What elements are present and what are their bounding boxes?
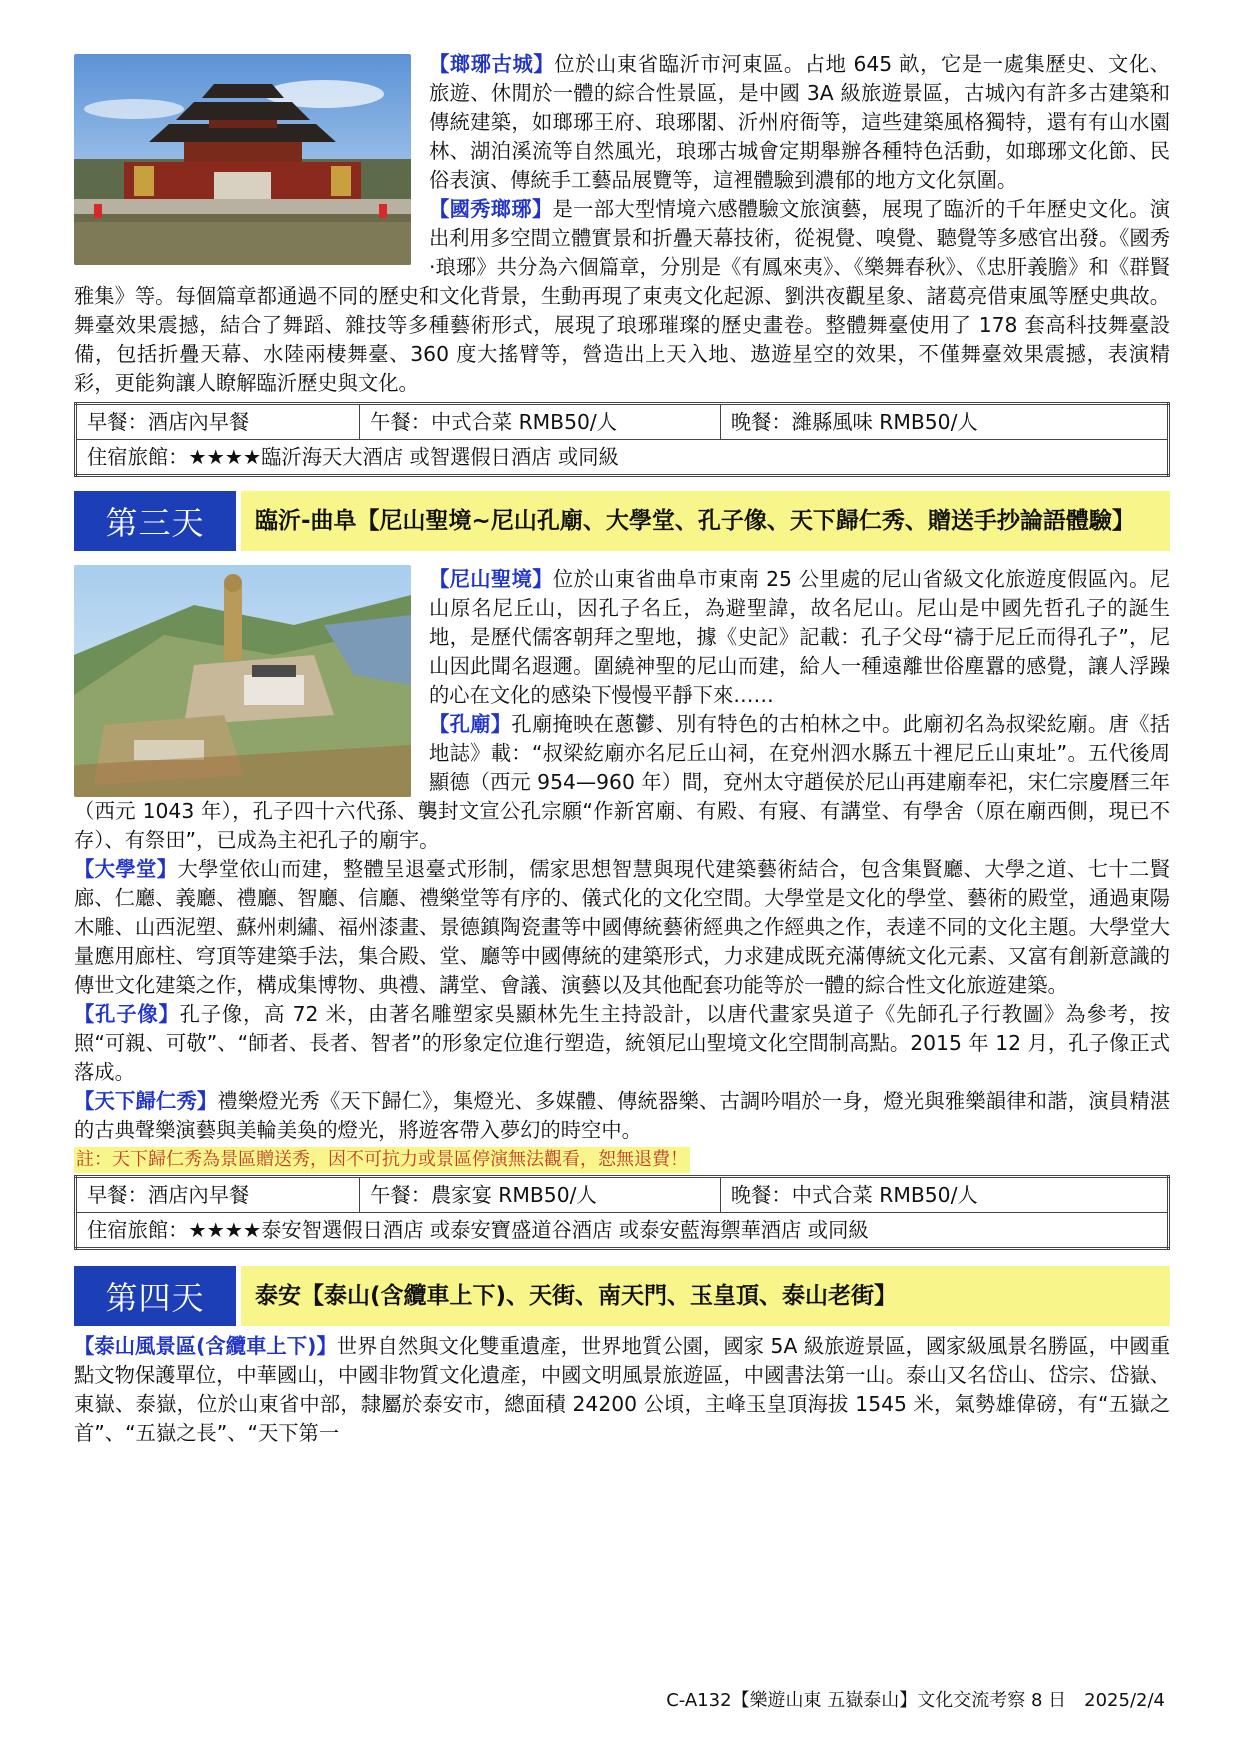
day3-hotel: 住宿旅館：★★★★泰安智選假日酒店 或泰安寶盛道谷酒店 或泰安藍海禦華酒店 或同級 [76, 1213, 1169, 1249]
refund-note: 註：天下歸仁秀為景區贈送秀，因不可抗力或景區停演無法觀看，恕無退費！ [74, 1147, 690, 1173]
daxuetang-text: 大學堂依山而建，整體呈退臺式形制，儒家思想智慧與現代建築藝術結合，包含集賢廳、大學之道、七十二賢廊、仁廳、義廳、禮廳、智廳、信廳、禮樂堂等有序的、儀式化的文化空間。大學堂是文化的學堂、藝術的殿堂，通過東陽木雕、山西泥塑、蘇州刺繡、福州漆畫、景德鎮陶瓷畫等中國傳統藝術經典之作經典之作，表達不同的文化主題。大學堂大量應用廊柱、穹頂等建築手法，集合殿、堂、廳等中國傳統的建築形式，力求建成既充滿傳統文化元素、又富有創新意識的傳世文化建築之作，構成集博物、典禮、講堂、會議、演藝以及其他配套功能等於一體的綜合性文化旅遊建築。 [74, 857, 1170, 997]
day2-breakfast: 早餐：酒店內早餐 [76, 404, 360, 440]
tianxia-paragraph [74, 1087, 1170, 1145]
daxuetang-paragraph [74, 855, 1170, 1000]
guoxiu-langya-text: 是一部大型情境六感體驗文旅演藝，展現了臨沂的千年歷史文化。演出利用多空間立體實景和折疊天幕技術，從視覺、嗅覺、聽覺等多感官出發。《國秀·琅琊》共分為六個篇章，分別是《有鳳來夷》、《樂舞春秋》、《忠肝義膽》和《群賢雅集》等。每個篇章都通過不同的歷史和文化背景，生動再現了東夷文化起源、劉洪夜觀星象、諸葛亮借東風等歷史典故。舞臺效果震撼，結合了舞蹈、雜技等多種藝術形式，展現了琅琊璀璨的歷史畫卷。整體舞臺使用了 178 套高科技舞臺設備，包括折疊天幕、水陸兩棲舞臺、360 度大搖臂等，營造出上天入地、遨遊星空的效果，不僅舞臺效果震撼，表演精彩，更能夠讓人瞭解臨沂歷史與文化。 [74, 197, 1170, 395]
day4-header [74, 1266, 1170, 1326]
kongmiao-heading: 【孔廟】 [429, 712, 512, 736]
itinerary-page [74, 50, 1170, 1448]
day3-dinner: 晚餐：中式合菜 RMB50/人 [720, 1177, 1168, 1213]
taishan-paragraph [74, 1332, 1170, 1448]
day3-label: 第三天 [74, 491, 241, 551]
day3-lunch: 午餐：農家宴 RMB50/人 [360, 1177, 721, 1213]
guoxiu-langya-heading: 【國秀瑯琊】 [429, 197, 553, 221]
day2-lunch: 午餐：中式合菜 RMB50/人 [360, 404, 721, 440]
tianxia-text: 禮樂燈光秀《天下歸仁》，集燈光、多媒體、傳統器樂、古調吟唱於一身，燈光與雅樂韻律和諧，演員精湛的古典聲樂演藝與美輪美奐的燈光，將遊客帶入夢幻的時空中。 [74, 1089, 1170, 1142]
day2-meals-table [74, 402, 1170, 477]
day3-breakfast: 早餐：酒店內早餐 [76, 1177, 360, 1213]
kongzixiang-heading: 【孔子像】 [74, 1002, 180, 1026]
langya-ancient-city-heading: 【瑯琊古城】 [429, 52, 555, 76]
daxuetang-heading: 【大學堂】 [74, 857, 178, 881]
day3-meals-table [74, 1175, 1170, 1250]
day4-title: 泰安【泰山(含纜車上下)、天街、南天門、玉皇頂、泰山老街】 [255, 1283, 898, 1309]
langya-ancient-city-text: 位於山東省臨沂市河東區。占地 645 畝，它是一處集歷史、文化、旅遊、休閒於一體的綜合性景區，是中國 3A 級旅遊景區，古城內有許多古建築和傳統建築，如瑯琊王府、琅琊閣、沂州府衙等，這些建築風格獨特，還有有山水園林、湖泊溪流等自然風光，琅琊古城會定期舉辦各種特色活動，如瑯琊文化節、民俗表演、傳統手工藝品展覽等，這裡體驗到濃郁的地方文化氛圍。 [429, 52, 1170, 192]
day2-hotel: 住宿旅館：★★★★臨沂海天大酒店 或智選假日酒店 或同級 [76, 440, 1169, 476]
nishan-aerial-image [74, 565, 411, 797]
page-footer: C-A132【樂遊山東 五嶽泰山】文化交流考察 8 日 2025/2/4 [666, 1690, 1165, 1711]
nishan-photo [74, 565, 411, 797]
nishan-heading: 【尼山聖境】 [429, 567, 553, 591]
kongzixiang-paragraph [74, 1000, 1170, 1087]
nishan-text: 位於山東省曲阜市東南 25 公里處的尼山省級文化旅遊度假區內。尼山原名尼丘山，因孔子名丘，為避聖諱，故名尼山。尼山是中國先哲孔子的誕生地，是歷代儒客朝拜之聖地，據《史記》記載：孔子父母“禱于尼丘而得孔子”，尼山因此聞名遐邇。圍繞神聖的尼山而建，給人一種遠離世俗塵囂的感覺，讓人浮躁的心在文化的感染下慢慢平靜下來…… [429, 567, 1170, 707]
day3-title: 臨沂-曲阜【尼山聖境~尼山孔廟、大學堂、孔子像、天下歸仁秀、贈送手抄論語體驗】 [255, 508, 1135, 534]
taishan-text: 世界自然與文化雙重遺產，世界地質公園，國家 5A 級旅遊景區，國家級風景名勝區，中國重點文物保護單位，中華國山，中國非物質文化遺產，中國文明風景旅遊區，中國書法第一山。泰山又名岱山、岱宗、岱嶽、東嶽、泰嶽，位於山東省中部，隸屬於泰安市，總面積 24200 公頃，主峰玉皇頂海拔 1545 米，氣勢雄偉磅，有“五嶽之首”、“五嶽之長”、“天下第一 [74, 1334, 1170, 1445]
langya-ancient-city-image [74, 54, 411, 265]
langya-ancient-city-photo [74, 54, 411, 265]
taishan-heading: 【泰山風景區(含纜車上下)】 [74, 1334, 337, 1358]
kongzixiang-text: 孔子像，高 72 米，由著名雕塑家吳顯林先生主持設計，以唐代畫家吳道子《先師孔子行教圖》為參考，按照“可親、可敬”、“師者、長者、智者”的形象定位進行塑造，統領尼山聖境文化空間制高點。2015 年 12 月，孔子像正式落成。 [74, 1002, 1170, 1084]
day4-label: 第四天 [74, 1266, 241, 1326]
kongmiao-text: 孔廟掩映在蔥鬱、別有特色的古柏林之中。此廟初名為叔梁紇廟。唐《括地誌》載：“叔梁紇廟亦名尼丘山祠，在兗州泗水縣五十裡尼丘山東址”。五代後周顯德（西元 954—960 年）間，兗州太守趙侯於尼山再建廟奉祀，宋仁宗慶曆三年（西元 1043 年），孔子四十六代孫、襲封文宣公孔宗願“作新宮廟、有殿、有寢、有講堂、有學舍（原在廟西側，現已不存）、有祭田”，已成為主祀孔子的廟宇。 [74, 712, 1170, 852]
tianxia-heading: 【天下歸仁秀】 [74, 1089, 218, 1113]
day2-dinner: 晚餐：濰縣風味 RMB50/人 [720, 404, 1168, 440]
day3-header [74, 491, 1170, 551]
